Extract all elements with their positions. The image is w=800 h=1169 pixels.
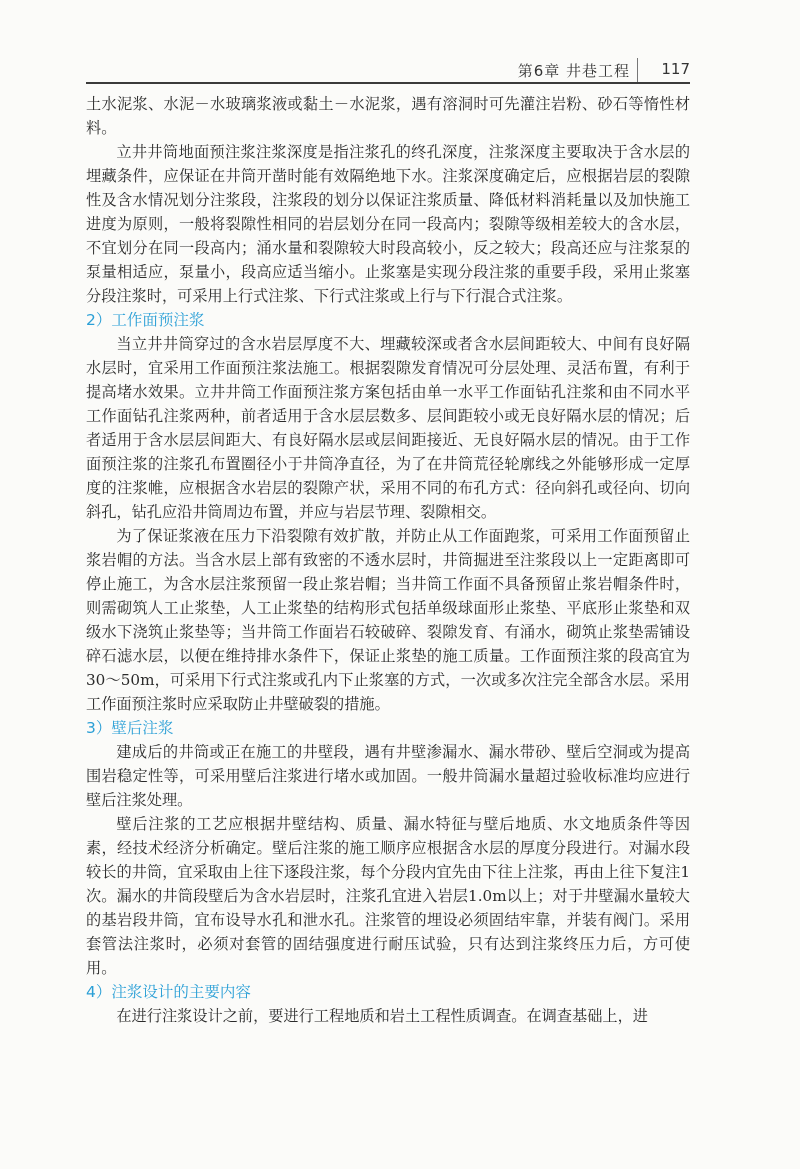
section-heading: 3）壁后注浆 — [86, 719, 174, 737]
paragraph: 建成后的井筒或正在施工的井壁段，遇有井壁渗漏水、漏水带砂、壁后空洞或为提高围岩稳定性等，可采用壁后注浆进行堵水或加固。一般井筒漏水量超过验收标准均应进行壁后注浆处理。 — [86, 743, 690, 809]
paragraph: 土水泥浆、水泥－水玻璃浆液或黏土－水泥浆，遇有溶洞时可先灌注岩粉、砂石等惰性材料。 — [86, 95, 690, 137]
paragraph: 壁后注浆的工艺应根据井壁结构、质量、漏水特征与壁后地质、水文地质条件等因素，经技术经济分析确定。壁后注浆的施工顺序应根据含水层的厚度分段进行。对漏水段较长的井筒，宜采取由上往下逐段注浆，每个分段内宜先由下往上注浆，再由上往下复注1次。漏水的井筒段壁后为含水岩层时，注浆孔宜进入岩层1.0m以上；对于井壁漏水量较大的基岩段井筒，宜布设导水孔和泄水孔。注浆管的埋设必须固结牢靠，并装有阀门。采用套管法注浆时，必须对套管的固结强度进行耐压试验，只有达到注浆终压力后，方可使用。 — [86, 815, 690, 977]
section-heading: 2）工作面预注浆 — [86, 311, 205, 329]
body-text — [86, 92, 690, 1028]
section-heading: 4）注浆设计的主要内容 — [86, 983, 251, 1001]
paragraph: 在进行注浆设计之前，要进行工程地质和岩土工程性质调查。在调查基础上，进 — [116, 1007, 648, 1025]
page-number: 117 — [661, 60, 690, 78]
header-divider — [637, 58, 638, 82]
chapter-title: 第6章 井巷工程 — [517, 62, 630, 80]
paragraph: 当立井井筒穿过的含水岩层厚度不大、埋藏较深或者含水层间距较大、中间有良好隔水层时，宜采用工作面预注浆法施工。根据裂隙发育情况可分层处理、灵活布置，有利于提高堵水效果。立井井筒工作面预注浆方案包括由单一水平工作面钻孔注浆和由不同水平工作面钻孔注浆两种，前者适用于含水层层数多、层间距较小或无良好隔水层的情况；后者适用于含水层层间距大、有良好隔水层或层间距接近、无良好隔水层的情况。由于工作面预注浆的注浆孔布置圈径小于井筒净直径，为了在井筒荒径轮廓线之外能够形成一定厚度的注浆帷，应根据含水岩层的裂隙产状，采用不同的布孔方式：径向斜孔或径向、切向斜孔，钻孔应沿井筒周边布置，并应与岩层节理、裂隙相交。 — [86, 335, 690, 521]
paragraph: 立井井筒地面预注浆注浆深度是指注浆孔的终孔深度，注浆深度主要取决于含水层的埋藏条件，应保证在井筒开凿时能有效隔绝地下水。注浆深度确定后，应根据岩层的裂隙性及含水情况划分注浆段，注浆段的划分以保证注浆质量、降低材料消耗量以及加快施工进度为原则，一般将裂隙性相同的岩层划分在同一段高内；裂隙等级相差较大的含水层，不宜划分在同一段高内；涌水量和裂隙较大时段高较小，反之较大；段高还应与注浆泵的泵量相适应，泵量小，段高应适当缩小。止浆塞是实现分段注浆的重要手段，采用止浆塞分段注浆时，可采用上行式注浆、下行式注浆或上行与下行混合式注浆。 — [86, 143, 690, 305]
header-rule — [86, 82, 690, 84]
paragraph: 为了保证浆液在压力下沿裂隙有效扩散，并防止从工作面跑浆，可采用工作面预留止浆岩帽的方法。当含水层上部有致密的不透水层时，井筒掘进至注浆段以上一定距离即可停止施工，为含水层注浆预留一段止浆岩帽；当井筒工作面不具备预留止浆岩帽条件时，则需砌筑人工止浆垫，人工止浆垫的结构形式包括单级球面形止浆垫、平底形止浆垫和双级水下浇筑止浆垫等；当井筒工作面岩石较破碎、裂隙发育、有涌水，砌筑止浆垫需铺设碎石滤水层，以便在维持排水条件下，保证止浆垫的施工质量。工作面预注浆的段高宜为30～50m，可采用下行式注浆或孔内下止浆塞的方式，一次或多次注完全部含水层。采用工作面预注浆时应采取防止井壁破裂的措施。 — [86, 527, 690, 713]
running-header — [86, 58, 690, 84]
